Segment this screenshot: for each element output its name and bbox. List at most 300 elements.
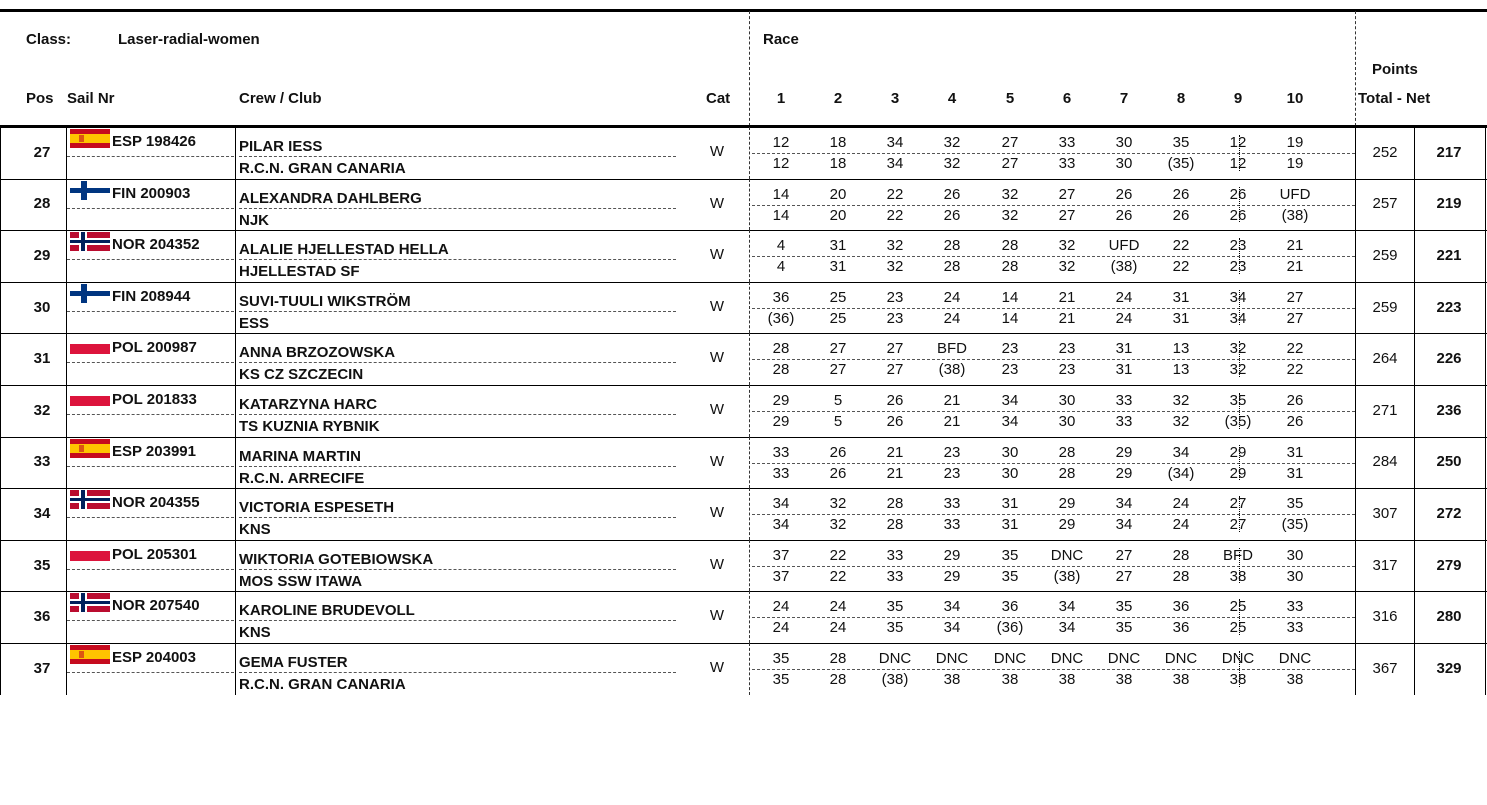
row-divider (239, 414, 676, 415)
sail-number: POL 200987 (112, 339, 197, 357)
race-result: 33 (772, 443, 790, 461)
race-result: 28 (886, 495, 904, 513)
race-result: 29 (1115, 443, 1133, 461)
race-score: 26 (829, 464, 847, 482)
race-score: 26 (886, 413, 904, 430)
fin-flag-icon (70, 181, 110, 200)
race-result: 33 (943, 495, 961, 513)
row-divider (752, 463, 1355, 464)
pol-flag-icon (70, 335, 110, 354)
esp-flag-icon (70, 645, 110, 664)
race-result: 33 (1058, 134, 1076, 151)
cell-border (1414, 591, 1415, 643)
race-result: 24 (772, 598, 790, 616)
row-divider (752, 566, 1355, 567)
race-score: 28 (886, 516, 904, 534)
cell-border (0, 179, 1, 231)
race-score: 31 (1172, 309, 1190, 327)
race-number-header: 2 (833, 90, 843, 107)
cell-border (1239, 238, 1240, 274)
crew-name: PILAR IESS (239, 138, 323, 155)
cell-border (1239, 548, 1240, 584)
sail-number: ESP 204003 (112, 649, 196, 666)
row-divider (239, 362, 676, 363)
position-cell: 37 (33, 659, 51, 677)
race-result: 27 (1115, 546, 1133, 564)
race-result: 35 (1286, 495, 1304, 513)
race-result: 24 (1115, 288, 1133, 306)
race-score: 28 (1058, 464, 1076, 482)
race-score: 27 (1229, 516, 1247, 534)
race-score: 31 (829, 258, 847, 276)
row-divider (239, 156, 676, 157)
race-result: 21 (943, 392, 961, 409)
race-number-header: 10 (1286, 90, 1304, 107)
sail-number: POL 201833 (112, 391, 197, 408)
total-points: 367 (1372, 659, 1398, 677)
sail-number: POL 205301 (112, 545, 197, 563)
race-result: 25 (829, 288, 847, 306)
pol-flag-icon (70, 542, 110, 561)
race-score: 35 (772, 671, 790, 688)
race-score: 33 (886, 567, 904, 585)
cell-border (1414, 333, 1415, 385)
race-score: 38 (1286, 671, 1304, 688)
row-divider (67, 517, 234, 518)
race-result: 32 (1001, 185, 1019, 203)
cell-border (749, 643, 750, 695)
race-score: 34 (886, 155, 904, 172)
race-result: 32 (1229, 340, 1247, 358)
nor-flag-icon (70, 490, 110, 509)
race-result: DNC (878, 650, 912, 667)
race-score: 30 (1286, 567, 1304, 585)
cell-border (1485, 385, 1486, 437)
race-score: 27 (886, 361, 904, 379)
race-result: 33 (1115, 392, 1133, 409)
race-result: 28 (1001, 237, 1019, 255)
race-result: 31 (1001, 495, 1019, 513)
race-score: 28 (1001, 258, 1019, 276)
race-score: 20 (829, 206, 847, 224)
race-score: 31 (1286, 464, 1304, 482)
race-result: 24 (829, 598, 847, 616)
cell-border (1414, 127, 1415, 179)
cell-border (749, 437, 750, 489)
row-divider (239, 311, 676, 312)
category-cell: W (709, 297, 725, 315)
cell-border (0, 437, 1, 489)
race-result: DNC (993, 650, 1027, 667)
race-result: 28 (1058, 443, 1076, 461)
cell-border (0, 643, 1, 695)
race-score: 21 (943, 413, 961, 430)
row-border (0, 540, 1487, 541)
cell-border (749, 333, 750, 385)
cell-border (1485, 488, 1486, 540)
race-score: 27 (829, 361, 847, 379)
race-result: 26 (1229, 185, 1247, 203)
race-score: 35 (1115, 619, 1133, 637)
crew-name: MARINA MARTIN (239, 447, 361, 465)
race-result: 23 (1058, 340, 1076, 358)
race-result: 35 (886, 598, 904, 616)
cell-border (1239, 290, 1240, 326)
cell-border (749, 540, 750, 592)
row-border (0, 282, 1487, 283)
race-score: 23 (1001, 361, 1019, 379)
sail-number: NOR 207540 (112, 597, 200, 615)
race-result: 20 (829, 185, 847, 203)
cell-border (1414, 437, 1415, 489)
race-result: 13 (1172, 340, 1190, 358)
race-score: 31 (1001, 516, 1019, 534)
cell-border (749, 385, 750, 437)
race-score: 12 (1229, 155, 1247, 172)
race-result: 34 (943, 598, 961, 616)
race-result: DNC (935, 650, 969, 667)
category-cell: W (709, 401, 725, 418)
race-score: 26 (1286, 413, 1304, 430)
race-result: 24 (943, 288, 961, 306)
cell-border (0, 540, 1, 592)
race-score: 32 (829, 516, 847, 534)
row-border (0, 591, 1487, 592)
race-score: 14 (1001, 309, 1019, 327)
row-divider (239, 517, 676, 518)
race-score: 23 (1229, 258, 1247, 276)
race-result: 22 (886, 185, 904, 203)
cell-border (1485, 282, 1486, 334)
total-points: 307 (1372, 505, 1398, 522)
race-result: 30 (1286, 546, 1304, 564)
race-result: 18 (829, 134, 847, 151)
cell-border (66, 437, 67, 489)
race-score: 27 (1286, 309, 1304, 327)
row-border (0, 488, 1487, 489)
esp-flag-icon (70, 129, 110, 148)
cell-border (749, 230, 750, 282)
race-score: 38 (1229, 671, 1247, 688)
race-score: 38 (1058, 671, 1076, 688)
race-score: 36 (1172, 619, 1190, 637)
race-result: 25 (1229, 598, 1247, 616)
race-score: 34 (1115, 516, 1133, 534)
race-score: 35 (886, 619, 904, 637)
club-name: R.C.N. GRAN CANARIA (239, 676, 406, 693)
race-score: 32 (1001, 206, 1019, 224)
cell-border (1414, 540, 1415, 592)
cell-border (1355, 127, 1356, 179)
net-points: 221 (1436, 247, 1462, 264)
cell-border (1355, 540, 1356, 592)
race-score: 31 (1115, 361, 1133, 379)
crew-name: GEMA FUSTER (239, 654, 348, 671)
cell-border (66, 385, 67, 437)
race-score: 30 (1115, 155, 1133, 172)
row-divider (752, 308, 1355, 309)
esp-flag-icon (70, 439, 110, 458)
total-points: 259 (1372, 298, 1398, 316)
row-divider (239, 466, 676, 467)
cell-border (66, 643, 67, 695)
crew-name: SUVI-TUULI WIKSTRÖM (239, 292, 411, 310)
race-result: DNC (1278, 650, 1312, 667)
cell-border (1239, 445, 1240, 481)
race-result: 32 (1172, 392, 1190, 409)
race-score: 38 (1172, 671, 1190, 688)
row-divider (67, 414, 234, 415)
race-result: 33 (1286, 598, 1304, 616)
race-result: 27 (1286, 288, 1304, 306)
race-score: 33 (1058, 155, 1076, 172)
position-cell: 27 (33, 143, 51, 161)
race-result: 31 (829, 237, 847, 255)
row-divider (67, 620, 234, 621)
club-name: KNS (239, 624, 271, 642)
cell-border (1239, 496, 1240, 532)
club-name: MOS SSW ITAWA (239, 572, 363, 590)
race-score: (35) (1167, 155, 1195, 172)
race-number-header: 8 (1176, 90, 1186, 107)
race-result: 23 (1001, 340, 1019, 358)
cell-border (66, 282, 67, 334)
race-divider-left (749, 11, 750, 126)
race-score: 34 (772, 516, 790, 534)
race-score: 24 (829, 619, 847, 637)
race-result: 5 (833, 392, 843, 409)
cell-border (235, 282, 236, 334)
race-score: 28 (772, 361, 790, 379)
row-divider (752, 514, 1355, 515)
race-result: DNC (1221, 650, 1255, 667)
race-score: 18 (829, 155, 847, 172)
race-score: (35) (1281, 516, 1309, 534)
cell-border (1485, 643, 1486, 695)
race-result: 32 (829, 495, 847, 513)
race-score: 21 (1286, 258, 1304, 276)
race-result: 26 (943, 185, 961, 203)
race-result: 27 (1001, 134, 1019, 151)
cell-border (1414, 643, 1415, 695)
sail-number: NOR 204352 (112, 236, 200, 254)
race-score: 29 (1058, 516, 1076, 534)
race-result: 26 (1172, 185, 1190, 203)
net-points: 223 (1436, 298, 1462, 316)
class-label: Class: (26, 31, 72, 48)
race-score: (38) (881, 671, 909, 688)
cell-border (1414, 230, 1415, 282)
race-result: 14 (772, 185, 790, 203)
total-net-header: Total - Net (1358, 90, 1431, 107)
row-divider (67, 311, 234, 312)
pos-header: Pos (26, 90, 54, 107)
race-score: 32 (943, 155, 961, 172)
race-result: 21 (1058, 288, 1076, 306)
race-result: 12 (1229, 134, 1247, 151)
row-divider (752, 153, 1355, 154)
race-result: 14 (1001, 288, 1019, 306)
race-score: 26 (1172, 206, 1190, 224)
race-result: 30 (1115, 134, 1133, 151)
race-score: 32 (886, 258, 904, 276)
race-score: 21 (886, 464, 904, 482)
net-points: 250 (1436, 453, 1462, 471)
race-score: 22 (886, 206, 904, 224)
nor-flag-icon (70, 232, 110, 251)
race-score: 30 (1058, 413, 1076, 430)
race-result: 22 (829, 546, 847, 564)
category-cell: W (709, 194, 725, 212)
cell-border (1355, 643, 1356, 695)
race-result: 31 (1115, 340, 1133, 358)
row-divider (752, 205, 1355, 206)
total-points: 257 (1372, 195, 1398, 213)
cell-border (1239, 187, 1240, 223)
race-score: 34 (1058, 619, 1076, 637)
race-number-header: 6 (1062, 90, 1072, 107)
class-value: Laser-radial-women (118, 31, 260, 48)
race-score: 26 (943, 206, 961, 224)
top-border (0, 9, 1487, 12)
race-score: 35 (1001, 567, 1019, 585)
cell-border (66, 127, 67, 179)
row-divider (239, 672, 676, 673)
club-name: KS CZ SZCZECIN (239, 366, 364, 384)
race-result: 34 (1172, 443, 1190, 461)
race-number-header: 3 (890, 90, 900, 107)
cell-border (0, 230, 1, 282)
row-border (0, 230, 1487, 231)
category-cell: W (709, 607, 725, 625)
sail-header: Sail Nr (67, 90, 115, 107)
race-result: DNC (1164, 650, 1198, 667)
row-divider (752, 617, 1355, 618)
race-result: 32 (1058, 237, 1076, 255)
position-cell: 36 (33, 608, 51, 626)
race-result: 34 (1115, 495, 1133, 513)
race-score: 26 (1115, 206, 1133, 224)
crew-name: KATARZYNA HARC (239, 396, 378, 413)
cell-border (66, 230, 67, 282)
race-result: 23 (943, 443, 961, 461)
net-points: 280 (1436, 608, 1462, 626)
cell-border (1485, 179, 1486, 231)
cell-border (1485, 591, 1486, 643)
race-result: UFD (1108, 237, 1140, 255)
race-result: 33 (886, 546, 904, 564)
race-score: 21 (1058, 309, 1076, 327)
row-border (0, 385, 1487, 386)
cell-border (749, 179, 750, 231)
row-divider (752, 359, 1355, 360)
cell-border (1239, 393, 1240, 429)
race-result: 35 (1172, 134, 1190, 151)
cell-border (235, 230, 236, 282)
race-score: (36) (996, 619, 1024, 637)
total-points: 252 (1372, 143, 1398, 161)
position-cell: 29 (33, 247, 51, 264)
cell-border (1414, 282, 1415, 334)
race-score: 29 (1115, 464, 1133, 482)
position-cell: 30 (33, 298, 51, 316)
cell-border (1414, 488, 1415, 540)
row-divider (752, 256, 1355, 257)
race-result: 37 (772, 546, 790, 564)
net-points: 217 (1436, 143, 1462, 161)
cell-border (0, 127, 1, 179)
race-score: 34 (1229, 309, 1247, 327)
row-divider (67, 466, 234, 467)
race-result: 19 (1286, 134, 1304, 151)
race-result: 21 (886, 443, 904, 461)
race-score: (38) (1281, 206, 1309, 224)
race-score: 12 (772, 155, 790, 172)
race-score: 25 (1229, 619, 1247, 637)
race-score: 33 (1115, 413, 1133, 430)
crew-header: Crew / Club (239, 90, 322, 107)
cell-border (1355, 179, 1356, 231)
position-cell: 35 (33, 556, 51, 574)
race-score: (38) (1110, 258, 1138, 276)
race-score: 23 (886, 309, 904, 327)
cell-border (235, 333, 236, 385)
row-divider (239, 620, 676, 621)
crew-name: ALALIE HJELLESTAD HELLA (239, 241, 449, 259)
race-score: 28 (1172, 567, 1190, 585)
sail-number: NOR 204355 (112, 494, 200, 512)
cell-border (235, 385, 236, 437)
race-score: 23 (1058, 361, 1076, 379)
sail-number: ESP 203991 (112, 442, 196, 460)
race-number-header: 4 (947, 90, 957, 107)
race-result: 29 (943, 546, 961, 564)
row-border (0, 333, 1487, 334)
row-divider (67, 672, 234, 673)
cell-border (0, 333, 1, 385)
race-result: 21 (1286, 237, 1304, 255)
cell-border (235, 643, 236, 695)
row-divider (67, 259, 234, 260)
race-score: 29 (772, 413, 790, 430)
race-score: 19 (1286, 155, 1304, 172)
race-number-header: 1 (776, 90, 786, 107)
cell-border (1355, 488, 1356, 540)
race-score: 32 (1172, 413, 1190, 430)
race-score: 30 (1001, 464, 1019, 482)
club-name: NJK (239, 211, 270, 229)
race-label: Race (763, 31, 799, 48)
cell-border (1355, 591, 1356, 643)
category-cell: W (709, 504, 725, 522)
race-score: 24 (943, 309, 961, 327)
club-name: R.C.N. ARRECIFE (239, 469, 365, 487)
total-points: 284 (1372, 453, 1398, 471)
race-result: 30 (1058, 392, 1076, 409)
race-result: 28 (943, 237, 961, 255)
race-result: 26 (1286, 392, 1304, 409)
crew-name: VICTORIA ESPESETH (239, 499, 395, 517)
race-score: 25 (829, 309, 847, 327)
race-result: 29 (1229, 443, 1247, 461)
club-name: HJELLESTAD SF (239, 263, 360, 281)
cell-border (0, 385, 1, 437)
race-score: 22 (1172, 258, 1190, 276)
race-result: 30 (1001, 443, 1019, 461)
race-score: (34) (1167, 464, 1195, 482)
race-score: 24 (1115, 309, 1133, 327)
cell-border (66, 179, 67, 231)
